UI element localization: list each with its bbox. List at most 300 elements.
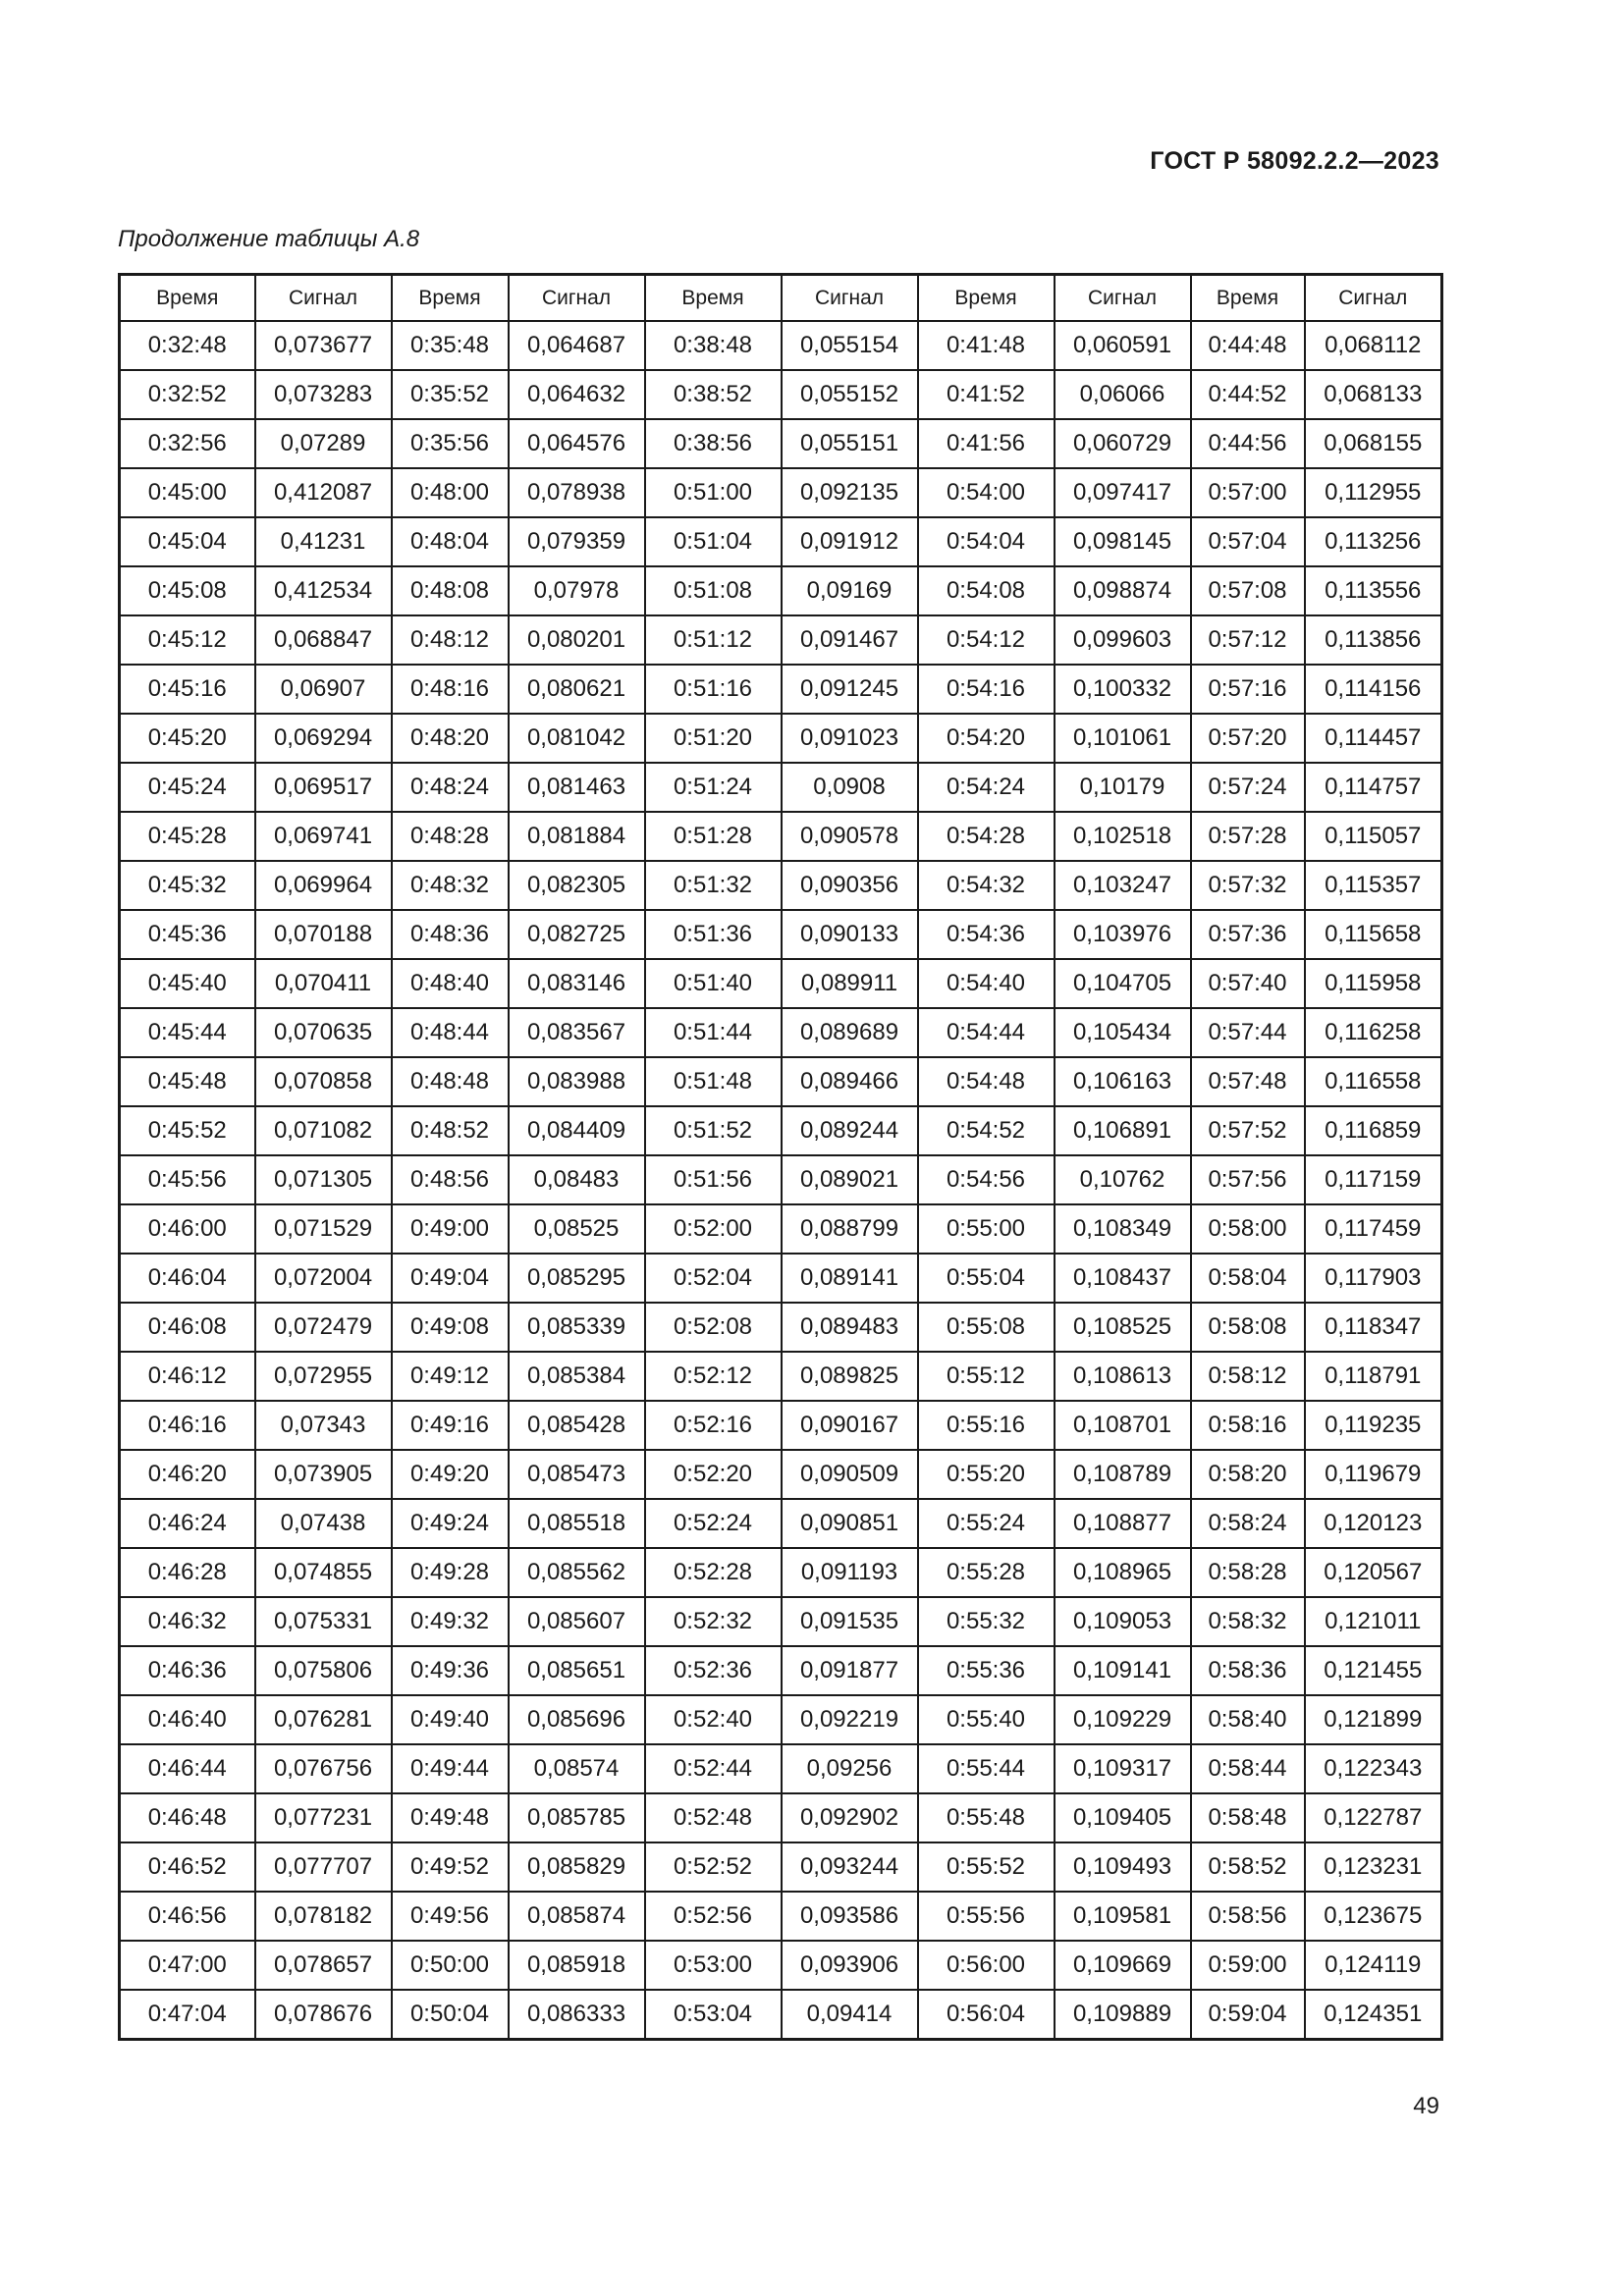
signal-cell: 0,089466 xyxy=(782,1057,918,1106)
time-cell: 0:47:00 xyxy=(120,1941,255,1990)
column-header: Время xyxy=(918,275,1055,322)
time-cell: 0:49:20 xyxy=(392,1450,509,1499)
time-cell: 0:35:56 xyxy=(392,419,509,468)
signal-cell: 0,077231 xyxy=(255,1793,392,1842)
signal-cell: 0,108789 xyxy=(1055,1450,1191,1499)
signal-cell: 0,091912 xyxy=(782,517,918,566)
signal-cell: 0,098874 xyxy=(1055,566,1191,615)
signal-cell: 0,118791 xyxy=(1305,1352,1442,1401)
time-cell: 0:58:56 xyxy=(1191,1892,1305,1941)
signal-cell: 0,07289 xyxy=(255,419,392,468)
signal-cell: 0,114757 xyxy=(1305,763,1442,812)
time-cell: 0:57:40 xyxy=(1191,959,1305,1008)
time-cell: 0:52:24 xyxy=(645,1499,782,1548)
signal-cell: 0,091467 xyxy=(782,615,918,665)
signal-cell: 0,081042 xyxy=(509,714,645,763)
signal-cell: 0,085428 xyxy=(509,1401,645,1450)
signal-cell: 0,078657 xyxy=(255,1941,392,1990)
signal-cell: 0,117459 xyxy=(1305,1204,1442,1254)
time-cell: 0:55:44 xyxy=(918,1744,1055,1793)
table-row xyxy=(120,321,1442,370)
time-cell: 0:48:00 xyxy=(392,468,509,517)
time-cell: 0:51:20 xyxy=(645,714,782,763)
signal-cell: 0,085785 xyxy=(509,1793,645,1842)
signal-cell: 0,089141 xyxy=(782,1254,918,1303)
signal-cell: 0,115357 xyxy=(1305,861,1442,910)
time-cell: 0:57:24 xyxy=(1191,763,1305,812)
time-cell: 0:55:32 xyxy=(918,1597,1055,1646)
time-cell: 0:49:08 xyxy=(392,1303,509,1352)
signal-cell: 0,09169 xyxy=(782,566,918,615)
table-row xyxy=(120,1793,1442,1842)
time-cell: 0:54:40 xyxy=(918,959,1055,1008)
signal-cell: 0,109229 xyxy=(1055,1695,1191,1744)
time-cell: 0:57:12 xyxy=(1191,615,1305,665)
time-cell: 0:57:16 xyxy=(1191,665,1305,714)
signal-cell: 0,090356 xyxy=(782,861,918,910)
table-row xyxy=(120,1744,1442,1793)
signal-cell: 0,060591 xyxy=(1055,321,1191,370)
signal-cell: 0,089689 xyxy=(782,1008,918,1057)
time-cell: 0:55:36 xyxy=(918,1646,1055,1695)
time-cell: 0:35:52 xyxy=(392,370,509,419)
signal-cell: 0,41231 xyxy=(255,517,392,566)
signal-cell: 0,082725 xyxy=(509,910,645,959)
signal-cell: 0,117159 xyxy=(1305,1155,1442,1204)
signal-cell: 0,071082 xyxy=(255,1106,392,1155)
time-cell: 0:58:00 xyxy=(1191,1204,1305,1254)
time-cell: 0:45:36 xyxy=(120,910,255,959)
signal-cell: 0,068112 xyxy=(1305,321,1442,370)
signal-cell: 0,113256 xyxy=(1305,517,1442,566)
signal-cell: 0,085607 xyxy=(509,1597,645,1646)
signal-cell: 0,091193 xyxy=(782,1548,918,1597)
time-cell: 0:46:12 xyxy=(120,1352,255,1401)
signal-cell: 0,085518 xyxy=(509,1499,645,1548)
signal-cell: 0,108965 xyxy=(1055,1548,1191,1597)
signal-cell: 0,113556 xyxy=(1305,566,1442,615)
time-cell: 0:52:32 xyxy=(645,1597,782,1646)
signal-cell: 0,097417 xyxy=(1055,468,1191,517)
time-cell: 0:41:48 xyxy=(918,321,1055,370)
signal-cell: 0,116258 xyxy=(1305,1008,1442,1057)
time-cell: 0:54:36 xyxy=(918,910,1055,959)
time-cell: 0:52:28 xyxy=(645,1548,782,1597)
time-cell: 0:45:44 xyxy=(120,1008,255,1057)
time-cell: 0:55:16 xyxy=(918,1401,1055,1450)
table-row xyxy=(120,1892,1442,1941)
signal-cell: 0,069294 xyxy=(255,714,392,763)
time-cell: 0:55:52 xyxy=(918,1842,1055,1892)
time-cell: 0:58:24 xyxy=(1191,1499,1305,1548)
table-row xyxy=(120,910,1442,959)
signal-cell: 0,083146 xyxy=(509,959,645,1008)
signal-cell: 0,09414 xyxy=(782,1990,918,2040)
time-cell: 0:58:08 xyxy=(1191,1303,1305,1352)
signal-cell: 0,109317 xyxy=(1055,1744,1191,1793)
signal-cell: 0,089244 xyxy=(782,1106,918,1155)
time-cell: 0:55:04 xyxy=(918,1254,1055,1303)
column-header: Сигнал xyxy=(509,275,645,322)
time-cell: 0:54:04 xyxy=(918,517,1055,566)
table-row xyxy=(120,1303,1442,1352)
time-cell: 0:46:56 xyxy=(120,1892,255,1941)
signal-cell: 0,068133 xyxy=(1305,370,1442,419)
table-row xyxy=(120,1450,1442,1499)
column-header: Время xyxy=(392,275,509,322)
signal-cell: 0,121455 xyxy=(1305,1646,1442,1695)
time-cell: 0:51:28 xyxy=(645,812,782,861)
signal-cell: 0,088799 xyxy=(782,1204,918,1254)
signal-cell: 0,10762 xyxy=(1055,1155,1191,1204)
time-cell: 0:55:08 xyxy=(918,1303,1055,1352)
time-cell: 0:49:04 xyxy=(392,1254,509,1303)
time-cell: 0:48:52 xyxy=(392,1106,509,1155)
table-row xyxy=(120,1106,1442,1155)
time-cell: 0:52:08 xyxy=(645,1303,782,1352)
time-cell: 0:32:52 xyxy=(120,370,255,419)
signal-cell: 0,412534 xyxy=(255,566,392,615)
signal-cell: 0,090167 xyxy=(782,1401,918,1450)
time-cell: 0:46:08 xyxy=(120,1303,255,1352)
time-cell: 0:58:16 xyxy=(1191,1401,1305,1450)
time-cell: 0:57:00 xyxy=(1191,468,1305,517)
table-row xyxy=(120,763,1442,812)
signal-cell: 0,124351 xyxy=(1305,1990,1442,2040)
signal-cell: 0,093586 xyxy=(782,1892,918,1941)
time-cell: 0:59:00 xyxy=(1191,1941,1305,1990)
time-cell: 0:48:12 xyxy=(392,615,509,665)
time-cell: 0:46:36 xyxy=(120,1646,255,1695)
column-header: Сигнал xyxy=(255,275,392,322)
table-header-row xyxy=(120,275,1442,322)
signal-cell: 0,08525 xyxy=(509,1204,645,1254)
signal-cell: 0,071529 xyxy=(255,1204,392,1254)
signal-cell: 0,085696 xyxy=(509,1695,645,1744)
time-cell: 0:46:28 xyxy=(120,1548,255,1597)
signal-cell: 0,076281 xyxy=(255,1695,392,1744)
signal-cell: 0,064576 xyxy=(509,419,645,468)
time-cell: 0:57:44 xyxy=(1191,1008,1305,1057)
signal-cell: 0,070858 xyxy=(255,1057,392,1106)
signal-cell: 0,091535 xyxy=(782,1597,918,1646)
time-cell: 0:51:36 xyxy=(645,910,782,959)
signal-cell: 0,114457 xyxy=(1305,714,1442,763)
signal-cell: 0,069964 xyxy=(255,861,392,910)
signal-cell: 0,092902 xyxy=(782,1793,918,1842)
signal-cell: 0,085339 xyxy=(509,1303,645,1352)
time-cell: 0:45:52 xyxy=(120,1106,255,1155)
time-cell: 0:51:08 xyxy=(645,566,782,615)
time-cell: 0:54:28 xyxy=(918,812,1055,861)
signal-cell: 0,109581 xyxy=(1055,1892,1191,1941)
time-cell: 0:46:04 xyxy=(120,1254,255,1303)
signal-cell: 0,108613 xyxy=(1055,1352,1191,1401)
signal-cell: 0,073677 xyxy=(255,321,392,370)
time-cell: 0:48:16 xyxy=(392,665,509,714)
time-cell: 0:59:04 xyxy=(1191,1990,1305,2040)
signal-cell: 0,078182 xyxy=(255,1892,392,1941)
time-cell: 0:58:40 xyxy=(1191,1695,1305,1744)
signal-cell: 0,068847 xyxy=(255,615,392,665)
signal-cell: 0,101061 xyxy=(1055,714,1191,763)
time-cell: 0:58:20 xyxy=(1191,1450,1305,1499)
time-cell: 0:57:20 xyxy=(1191,714,1305,763)
time-cell: 0:45:00 xyxy=(120,468,255,517)
signal-cell: 0,108437 xyxy=(1055,1254,1191,1303)
document-code: ГОСТ Р 58092.2.2—2023 xyxy=(1150,147,1439,175)
signal-cell: 0,07978 xyxy=(509,566,645,615)
signal-cell: 0,089021 xyxy=(782,1155,918,1204)
time-cell: 0:55:28 xyxy=(918,1548,1055,1597)
signal-cell: 0,122343 xyxy=(1305,1744,1442,1793)
signal-cell: 0,07438 xyxy=(255,1499,392,1548)
time-cell: 0:45:20 xyxy=(120,714,255,763)
signal-cell: 0,100332 xyxy=(1055,665,1191,714)
time-cell: 0:49:24 xyxy=(392,1499,509,1548)
table-row xyxy=(120,1941,1442,1990)
signal-cell: 0,102518 xyxy=(1055,812,1191,861)
signal-cell: 0,086333 xyxy=(509,1990,645,2040)
time-cell: 0:51:04 xyxy=(645,517,782,566)
time-cell: 0:54:12 xyxy=(918,615,1055,665)
signal-cell: 0,083988 xyxy=(509,1057,645,1106)
signal-cell: 0,090509 xyxy=(782,1450,918,1499)
signal-cell: 0,070635 xyxy=(255,1008,392,1057)
table-row xyxy=(120,1057,1442,1106)
signal-cell: 0,124119 xyxy=(1305,1941,1442,1990)
time-cell: 0:57:28 xyxy=(1191,812,1305,861)
signal-cell: 0,090133 xyxy=(782,910,918,959)
time-cell: 0:54:08 xyxy=(918,566,1055,615)
signal-cell: 0,123675 xyxy=(1305,1892,1442,1941)
time-cell: 0:51:32 xyxy=(645,861,782,910)
table-row xyxy=(120,370,1442,419)
table-row xyxy=(120,1204,1442,1254)
signal-cell: 0,104705 xyxy=(1055,959,1191,1008)
time-cell: 0:51:16 xyxy=(645,665,782,714)
table-row xyxy=(120,861,1442,910)
signal-cell: 0,085651 xyxy=(509,1646,645,1695)
time-cell: 0:58:04 xyxy=(1191,1254,1305,1303)
signal-cell: 0,079359 xyxy=(509,517,645,566)
table-row xyxy=(120,1990,1442,2040)
time-cell: 0:38:52 xyxy=(645,370,782,419)
signal-cell: 0,118347 xyxy=(1305,1303,1442,1352)
table-row xyxy=(120,1597,1442,1646)
signal-cell: 0,109889 xyxy=(1055,1990,1191,2040)
time-cell: 0:54:00 xyxy=(918,468,1055,517)
time-cell: 0:52:20 xyxy=(645,1450,782,1499)
signal-cell: 0,114156 xyxy=(1305,665,1442,714)
time-cell: 0:51:44 xyxy=(645,1008,782,1057)
signal-cell: 0,116558 xyxy=(1305,1057,1442,1106)
signal-cell: 0,089911 xyxy=(782,959,918,1008)
time-cell: 0:47:04 xyxy=(120,1990,255,2040)
time-cell: 0:44:56 xyxy=(1191,419,1305,468)
signal-cell: 0,10179 xyxy=(1055,763,1191,812)
signal-cell: 0,08483 xyxy=(509,1155,645,1204)
signal-cell: 0,085384 xyxy=(509,1352,645,1401)
signal-cell: 0,080621 xyxy=(509,665,645,714)
time-cell: 0:57:08 xyxy=(1191,566,1305,615)
time-cell: 0:56:00 xyxy=(918,1941,1055,1990)
table-row xyxy=(120,566,1442,615)
time-cell: 0:52:56 xyxy=(645,1892,782,1941)
signal-cell: 0,055154 xyxy=(782,321,918,370)
time-cell: 0:52:04 xyxy=(645,1254,782,1303)
time-cell: 0:55:12 xyxy=(918,1352,1055,1401)
time-cell: 0:48:24 xyxy=(392,763,509,812)
time-cell: 0:57:52 xyxy=(1191,1106,1305,1155)
table-row xyxy=(120,517,1442,566)
column-header: Сигнал xyxy=(1305,275,1442,322)
signal-cell: 0,089825 xyxy=(782,1352,918,1401)
time-cell: 0:52:40 xyxy=(645,1695,782,1744)
time-cell: 0:41:56 xyxy=(918,419,1055,468)
time-cell: 0:56:04 xyxy=(918,1990,1055,2040)
signal-cell: 0,109669 xyxy=(1055,1941,1191,1990)
signal-cell: 0,085829 xyxy=(509,1842,645,1892)
signal-cell: 0,092135 xyxy=(782,468,918,517)
signal-cell: 0,093244 xyxy=(782,1842,918,1892)
table-row xyxy=(120,665,1442,714)
time-cell: 0:46:24 xyxy=(120,1499,255,1548)
time-cell: 0:52:16 xyxy=(645,1401,782,1450)
signal-cell: 0,08574 xyxy=(509,1744,645,1793)
signal-cell: 0,078938 xyxy=(509,468,645,517)
signal-cell: 0,105434 xyxy=(1055,1008,1191,1057)
table-row xyxy=(120,468,1442,517)
time-cell: 0:48:44 xyxy=(392,1008,509,1057)
table-row xyxy=(120,812,1442,861)
time-cell: 0:46:00 xyxy=(120,1204,255,1254)
time-cell: 0:49:28 xyxy=(392,1548,509,1597)
signal-cell: 0,103976 xyxy=(1055,910,1191,959)
signal-cell: 0,075331 xyxy=(255,1597,392,1646)
signal-cell: 0,109405 xyxy=(1055,1793,1191,1842)
time-cell: 0:52:44 xyxy=(645,1744,782,1793)
time-cell: 0:50:04 xyxy=(392,1990,509,2040)
signal-cell: 0,091245 xyxy=(782,665,918,714)
time-cell: 0:55:00 xyxy=(918,1204,1055,1254)
table-row xyxy=(120,1254,1442,1303)
signal-cell: 0,119235 xyxy=(1305,1401,1442,1450)
signal-cell: 0,115658 xyxy=(1305,910,1442,959)
signal-cell: 0,108877 xyxy=(1055,1499,1191,1548)
signal-cell: 0,091023 xyxy=(782,714,918,763)
time-cell: 0:38:48 xyxy=(645,321,782,370)
signal-cell: 0,108525 xyxy=(1055,1303,1191,1352)
time-cell: 0:55:24 xyxy=(918,1499,1055,1548)
signal-cell: 0,064687 xyxy=(509,321,645,370)
time-cell: 0:48:32 xyxy=(392,861,509,910)
time-cell: 0:48:04 xyxy=(392,517,509,566)
time-cell: 0:45:48 xyxy=(120,1057,255,1106)
table-row xyxy=(120,1155,1442,1204)
signal-cell: 0,073283 xyxy=(255,370,392,419)
signal-cell: 0,06066 xyxy=(1055,370,1191,419)
time-cell: 0:45:16 xyxy=(120,665,255,714)
time-cell: 0:52:36 xyxy=(645,1646,782,1695)
signal-cell: 0,069517 xyxy=(255,763,392,812)
column-header: Сигнал xyxy=(1055,275,1191,322)
time-cell: 0:44:52 xyxy=(1191,370,1305,419)
time-cell: 0:32:56 xyxy=(120,419,255,468)
time-cell: 0:46:44 xyxy=(120,1744,255,1793)
signal-cell: 0,103247 xyxy=(1055,861,1191,910)
table-row xyxy=(120,1499,1442,1548)
time-cell: 0:53:04 xyxy=(645,1990,782,2040)
signal-cell: 0,120123 xyxy=(1305,1499,1442,1548)
signal-cell: 0,055152 xyxy=(782,370,918,419)
time-cell: 0:58:36 xyxy=(1191,1646,1305,1695)
time-cell: 0:45:56 xyxy=(120,1155,255,1204)
signal-cell: 0,112955 xyxy=(1305,468,1442,517)
time-cell: 0:51:56 xyxy=(645,1155,782,1204)
data-table xyxy=(118,273,1443,2041)
time-cell: 0:55:40 xyxy=(918,1695,1055,1744)
time-cell: 0:45:40 xyxy=(120,959,255,1008)
signal-cell: 0,115057 xyxy=(1305,812,1442,861)
table-row xyxy=(120,714,1442,763)
time-cell: 0:51:52 xyxy=(645,1106,782,1155)
time-cell: 0:46:48 xyxy=(120,1793,255,1842)
time-cell: 0:46:16 xyxy=(120,1401,255,1450)
signal-cell: 0,123231 xyxy=(1305,1842,1442,1892)
time-cell: 0:52:00 xyxy=(645,1204,782,1254)
time-cell: 0:50:00 xyxy=(392,1941,509,1990)
time-cell: 0:57:32 xyxy=(1191,861,1305,910)
time-cell: 0:51:12 xyxy=(645,615,782,665)
table-row xyxy=(120,1695,1442,1744)
page-number: 49 xyxy=(1413,2093,1439,2119)
table-row xyxy=(120,1548,1442,1597)
time-cell: 0:51:48 xyxy=(645,1057,782,1106)
time-cell: 0:54:32 xyxy=(918,861,1055,910)
signal-cell: 0,085562 xyxy=(509,1548,645,1597)
time-cell: 0:55:48 xyxy=(918,1793,1055,1842)
signal-cell: 0,077707 xyxy=(255,1842,392,1892)
signal-cell: 0,081463 xyxy=(509,763,645,812)
signal-cell: 0,120567 xyxy=(1305,1548,1442,1597)
signal-cell: 0,068155 xyxy=(1305,419,1442,468)
time-cell: 0:45:08 xyxy=(120,566,255,615)
time-cell: 0:45:28 xyxy=(120,812,255,861)
signal-cell: 0,085874 xyxy=(509,1892,645,1941)
signal-cell: 0,055151 xyxy=(782,419,918,468)
time-cell: 0:46:40 xyxy=(120,1695,255,1744)
signal-cell: 0,099603 xyxy=(1055,615,1191,665)
time-cell: 0:48:28 xyxy=(392,812,509,861)
time-cell: 0:54:52 xyxy=(918,1106,1055,1155)
table-row xyxy=(120,1842,1442,1892)
time-cell: 0:45:04 xyxy=(120,517,255,566)
time-cell: 0:49:36 xyxy=(392,1646,509,1695)
signal-cell: 0,076756 xyxy=(255,1744,392,1793)
table-caption: Продолжение таблицы А.8 xyxy=(118,226,420,252)
time-cell: 0:49:32 xyxy=(392,1597,509,1646)
signal-cell: 0,093906 xyxy=(782,1941,918,1990)
time-cell: 0:57:36 xyxy=(1191,910,1305,959)
signal-cell: 0,078676 xyxy=(255,1990,392,2040)
signal-cell: 0,115958 xyxy=(1305,959,1442,1008)
time-cell: 0:45:24 xyxy=(120,763,255,812)
signal-cell: 0,082305 xyxy=(509,861,645,910)
time-cell: 0:49:56 xyxy=(392,1892,509,1941)
time-cell: 0:54:20 xyxy=(918,714,1055,763)
signal-cell: 0,089483 xyxy=(782,1303,918,1352)
